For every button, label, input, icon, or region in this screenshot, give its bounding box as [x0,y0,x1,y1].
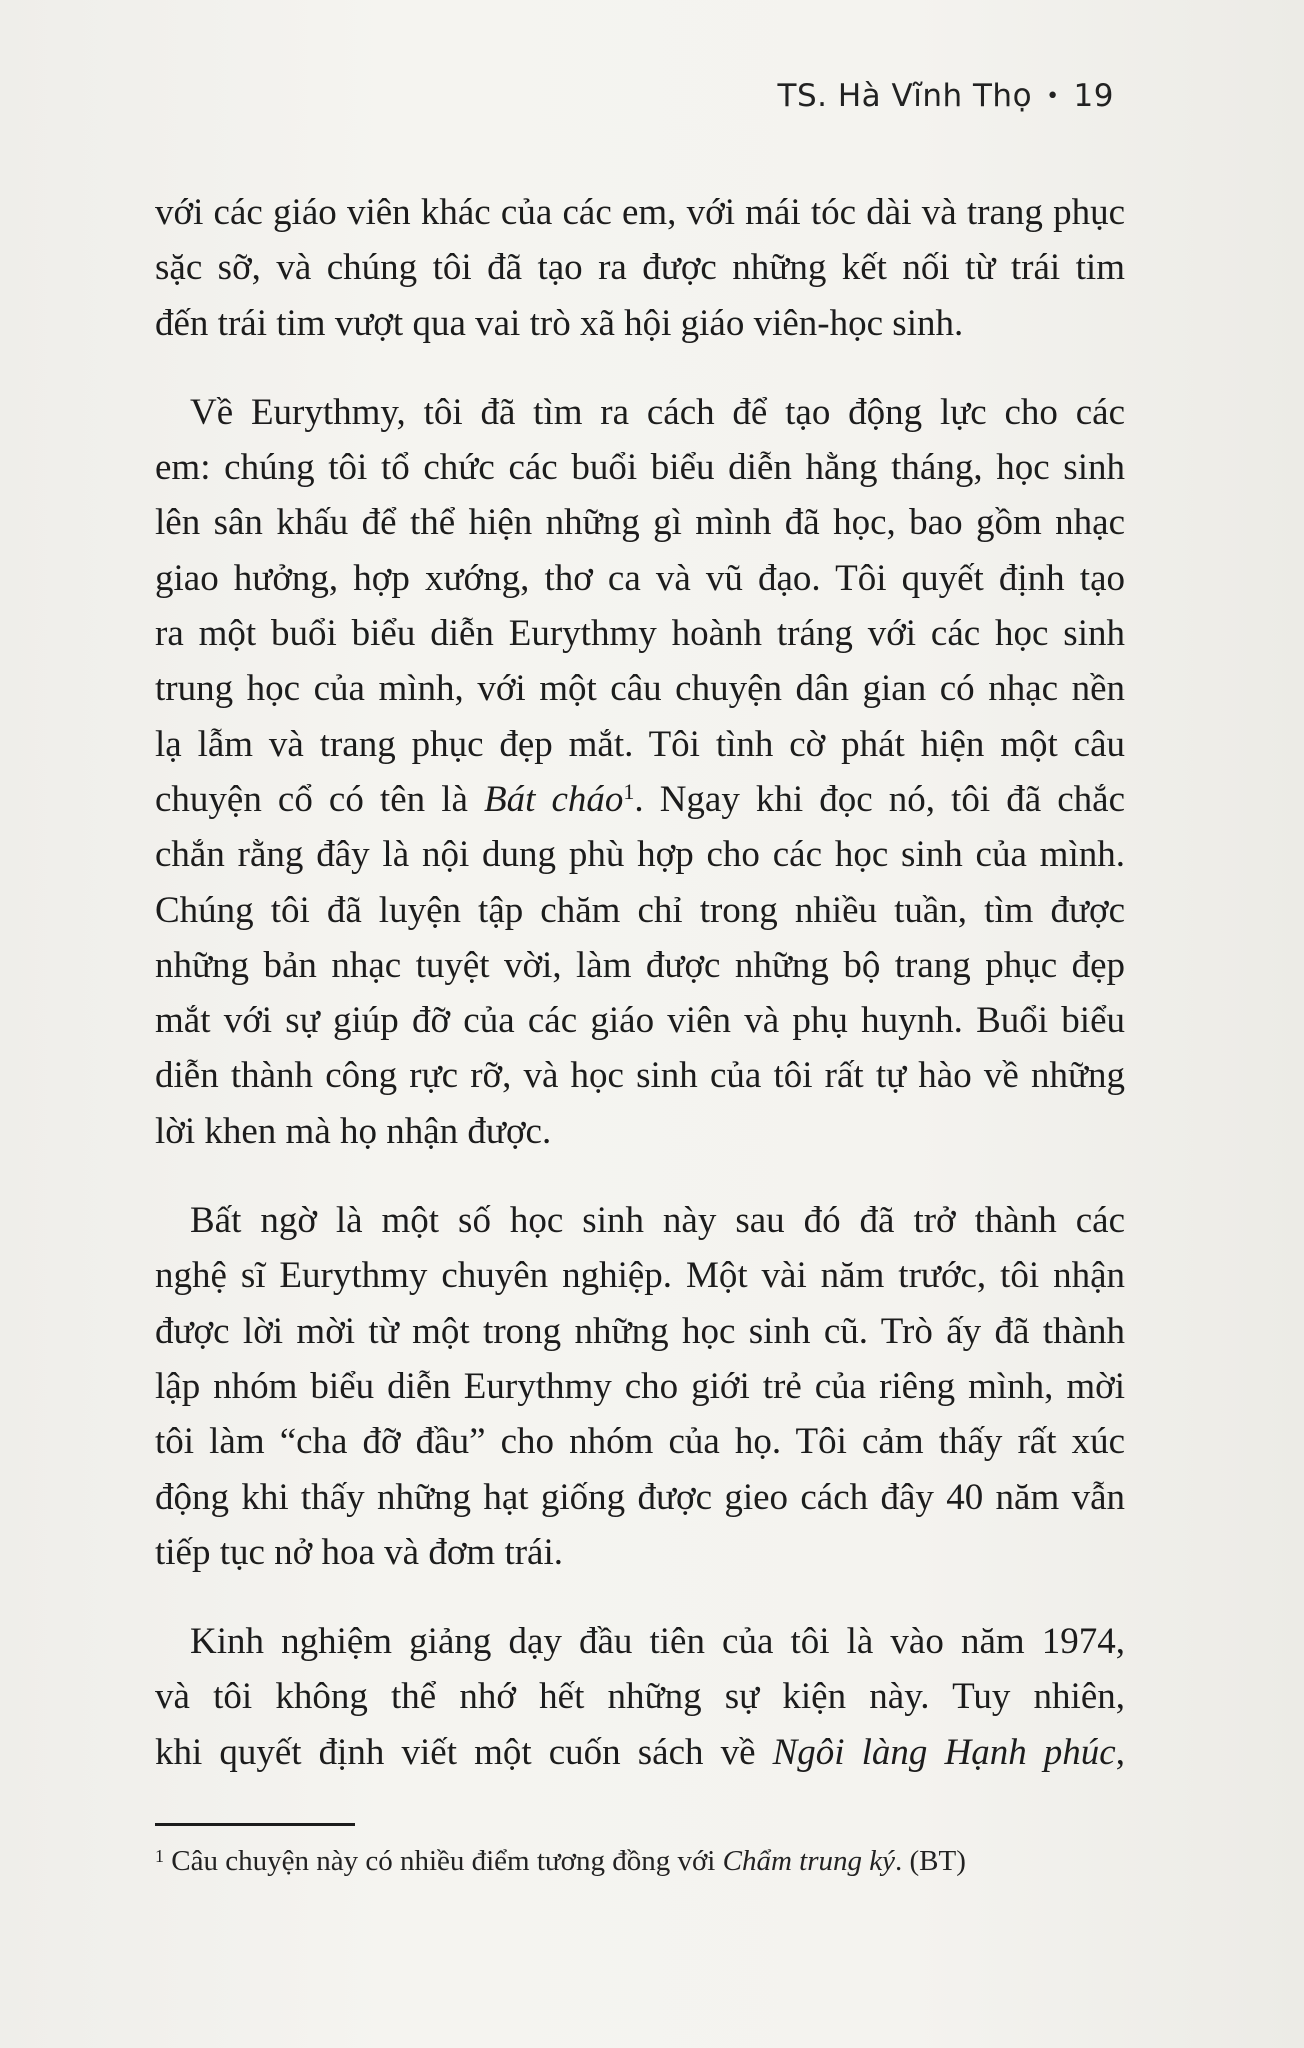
text-line-with-footnote [155,772,1125,827]
paragraph-1 [155,185,1125,351]
footnote-text: Câu chuyện này có nhiều điểm tương đồng với [164,1845,723,1877]
text-fragment: chuyện cổ có tên là [155,778,484,820]
text-line: tôi làm “cha đỡ đầu” cho nhóm của họ. Tôi cảm thấy rất xúc [155,1421,1125,1463]
story-title: Bát cháo [483,778,624,820]
footnote-text-end: . (BT) [895,1845,966,1877]
book-title: Ngôi làng Hạnh phúc [772,1731,1116,1773]
text-line: em: chúng tôi tổ chức các buổi biểu diễn hằng tháng, học sinh [155,447,1125,489]
text-fragment: khi quyết định viết một cuốn sách về [155,1731,773,1773]
text-line: ra một buổi biểu diễn Eurythmy hoành tráng với các học sinh [155,613,1125,655]
paragraph-4 [155,1614,1125,1780]
text-line: trung học của mình, với một câu chuyện dân gian có nhạc nền [155,668,1125,710]
text-line: động khi thấy những hạt giống được gieo cách đây 40 năm vẫn [155,1476,1125,1518]
text-line: tiếp tục nở hoa và đơm trái. [155,1531,563,1573]
text-line: và tôi không thể nhớ hết những sự kiện này. Tuy nhiên, [155,1676,1125,1718]
footnote-marker: 1 [155,1846,164,1866]
text-line: mắt với sự giúp đỡ của các giáo viên và phụ huynh. Buổi biểu [155,1000,1125,1042]
header-author: TS. Hà Vĩnh Thọ [777,78,1033,114]
text-line: được lời mời từ một trong những học sinh cũ. Trò ấy đã thành [155,1310,1125,1352]
text-line [155,1725,1125,1780]
text-line: lạ lẫm và trang phục đẹp mắt. Tôi tình cờ phát hiện một câu [155,723,1125,765]
text-line: Kinh nghiệm giảng dạy đầu tiên của tôi là vào năm 1974, [190,1621,1125,1663]
text-line: Về Eurythmy, tôi đã tìm ra cách để tạo động lực cho các [190,391,1125,433]
text-line: chắn rằng đây là nội dung phù hợp cho các học sinh của mình. [155,834,1125,876]
footnote-divider [155,1823,355,1826]
text-line: lời khen mà họ nhận được. [155,1110,552,1152]
text-line: diễn thành công rực rỡ, và học sinh của tôi rất tự hào về những [155,1055,1125,1097]
paragraph-2 [155,385,1125,1159]
text-line: Bất ngờ là một số học sinh này sau đó đã trở thành các [190,1200,1125,1242]
text-line: sặc sỡ, và chúng tôi đã tạo ra được những kết nối từ trái tim [155,247,1125,289]
text-line: với các giáo viên khác của các em, với mái tóc dài và trang phục [155,192,1125,233]
text-line: những bản nhạc tuyệt vời, làm được những bộ trang phục đẹp [155,944,1125,986]
footnote-ref[interactable]: 1 [623,778,635,804]
text-line: giao hưởng, hợp xướng, thơ ca và vũ đạo. Tôi quyết định tạo [155,557,1125,599]
main-text [155,185,1125,1814]
text-line: lập nhóm biểu diễn Eurythmy cho giới trẻ của riêng mình, mời [155,1365,1125,1407]
footnote [155,1845,966,1878]
text-line: Chúng tôi đã luyện tập chăm chỉ trong nhiều tuần, tìm được [155,889,1125,931]
paragraph-3 [155,1193,1125,1580]
text-fragment: , [1115,1731,1125,1773]
page-number: 19 [1073,78,1114,114]
text-line: đến trái tim vượt qua vai trò xã hội giáo viên-học sinh. [155,302,964,344]
text-line: nghệ sĩ Eurythmy chuyên nghiệp. Một vài năm trước, tôi nhận [155,1255,1125,1297]
text-line: lên sân khấu để thể hiện những gì mình đã học, bao gồm nhạc [155,502,1125,544]
footnote-title: Chẩm trung ký [722,1845,895,1877]
text-fragment: . Ngay khi đọc nó, tôi đã chắc [634,778,1126,820]
header-separator: • [1046,83,1060,109]
running-header [778,78,1114,114]
